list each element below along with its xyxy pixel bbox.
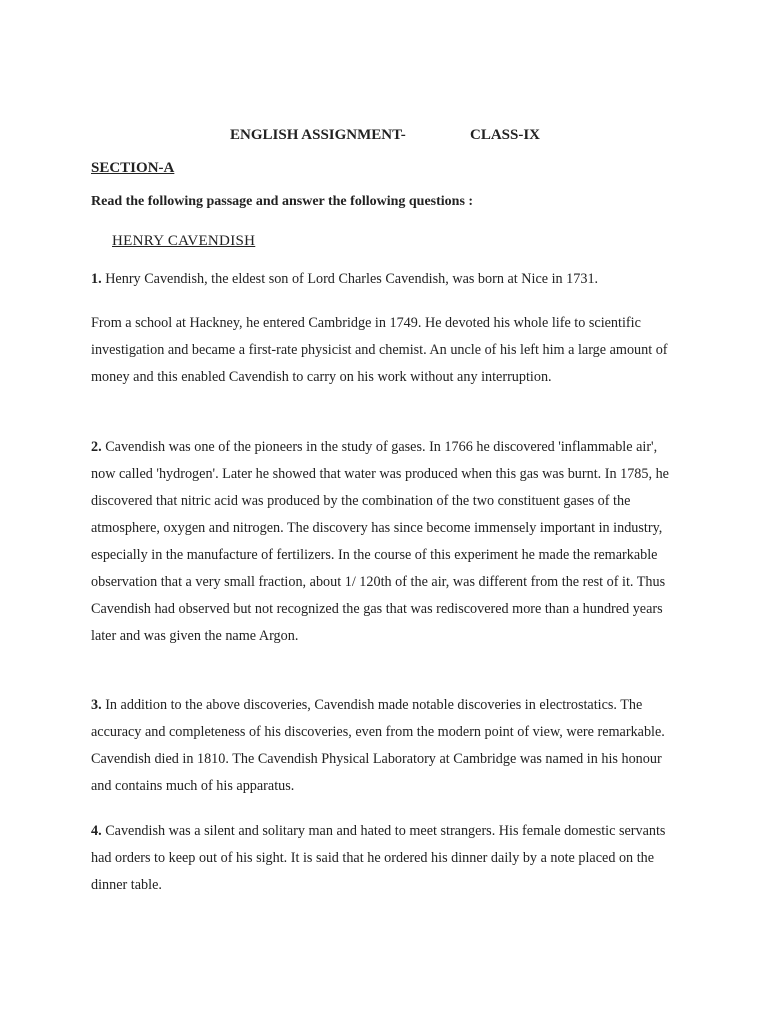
instruction-text: Read the following passage and answer the following questions : bbox=[91, 194, 474, 209]
assignment-title: ENGLISH ASSIGNMENT- bbox=[230, 127, 406, 143]
paragraph-3 bbox=[91, 692, 683, 800]
paragraph-text: From a school at Hackney, he entered Cambridge in 1749. He devoted his whole life to scientific investigation and became a first-rate physicist and chemist. An uncle of his left him a large amount of money and this enabled Cavendish to carry on his work without any interruption. bbox=[91, 315, 668, 385]
paragraph-text: Henry Cavendish, the eldest son of Lord Charles Cavendish, was born at Nice in 1731. bbox=[101, 271, 599, 287]
paragraph-number: 1. bbox=[91, 271, 102, 287]
paragraph-1-continued bbox=[91, 310, 683, 391]
assignment-header bbox=[0, 127, 768, 147]
passage-title: HENRY CAVENDISH bbox=[112, 233, 256, 249]
paragraph-number: 2. bbox=[91, 439, 102, 455]
paragraph-number: 3. bbox=[91, 697, 102, 713]
paragraph-text: In addition to the above discoveries, Cavendish made notable discoveries in electrostatics. The accuracy and completeness of his discoveries, even from the modern point of view, were remarkable. Cavendish died in 1810. The Cavendish Physical Laboratory at Cambridge was named in his honour and contains much of his apparatus. bbox=[91, 697, 665, 794]
paragraph-number: 4. bbox=[91, 823, 102, 839]
paragraph-4 bbox=[91, 818, 683, 899]
paragraph-1 bbox=[91, 266, 683, 293]
section-heading: SECTION-A bbox=[91, 160, 175, 176]
paragraph-2 bbox=[91, 434, 683, 650]
paragraph-text: Cavendish was one of the pioneers in the study of gases. In 1766 he discovered 'inflammable air', now called 'hydrogen'. Later he showed that water was produced when this gas was burnt. In 1785, he discovered that nitric acid was produced by the combination of the two constituent gases of the atmosphere, oxygen and nitrogen. The discovery has since become immensely important in industry, especially in the manufacture of fertilizers. In the course of this experiment he made the remarkable observation that a very small fraction, about 1/ 120th of the air, was different from the rest of it. Thus Cavendish had observed but not recognized the gas that was rediscovered more than a hundred years later and was given the name Argon. bbox=[91, 439, 669, 644]
class-label: CLASS-IX bbox=[470, 127, 541, 143]
paragraph-text: Cavendish was a silent and solitary man and hated to meet strangers. His female domestic servants had orders to keep out of his sight. It is said that he ordered his dinner daily by a note placed on the dinner table. bbox=[91, 823, 666, 893]
